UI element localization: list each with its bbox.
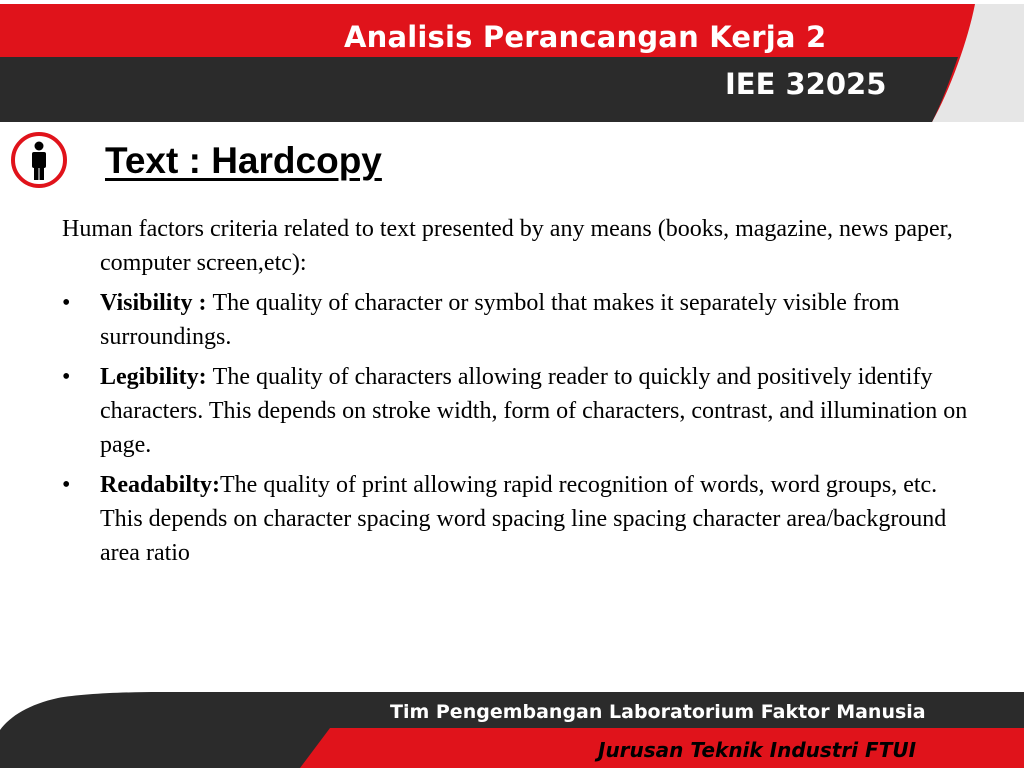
bullet-text: The quality of character or symbol that makes it separately visible from surroundings.: [100, 290, 900, 350]
footer-department: Jurusan Teknik Industri FTUI: [598, 738, 917, 762]
footer-banner: [0, 690, 1024, 768]
bullet-term: Visibility :: [100, 290, 213, 316]
slide-title: Text : Hardcopy: [105, 140, 382, 181]
bullet-text: The quality of print allowing rapid recognition of words, word groups, etc. This depends on character spacing word spacing line spacing character area/background area ratio: [100, 472, 947, 566]
list-item: [62, 468, 972, 570]
header-banner: [0, 0, 1024, 122]
footer-team-name: Tim Pengembangan Laboratorium Faktor Manusia: [390, 701, 926, 723]
header-banner-graphic: [0, 0, 1024, 122]
course-title: Analisis Perancangan Kerja 2: [344, 20, 827, 54]
slide-body: [62, 212, 972, 570]
bullet-term: Readabilty:: [100, 472, 220, 498]
person-icon: [10, 131, 68, 189]
intro-paragraph: Human factors criteria related to text presented by any means (books, magazine, news paper, computer screen,etc):: [62, 216, 953, 276]
bullet-icon: •: [62, 472, 71, 498]
course-code: IEE 32025: [725, 67, 887, 101]
bullet-term: Legibility:: [100, 364, 213, 390]
list-item: [62, 360, 972, 462]
list-item: [62, 286, 972, 354]
bullet-text: The quality of characters allowing reader to quickly and positively identify characters. This depends on stroke width, form of characters, contrast, and illumination on page.: [100, 364, 968, 458]
bullet-icon: •: [62, 290, 71, 316]
bullet-icon: •: [62, 364, 71, 390]
